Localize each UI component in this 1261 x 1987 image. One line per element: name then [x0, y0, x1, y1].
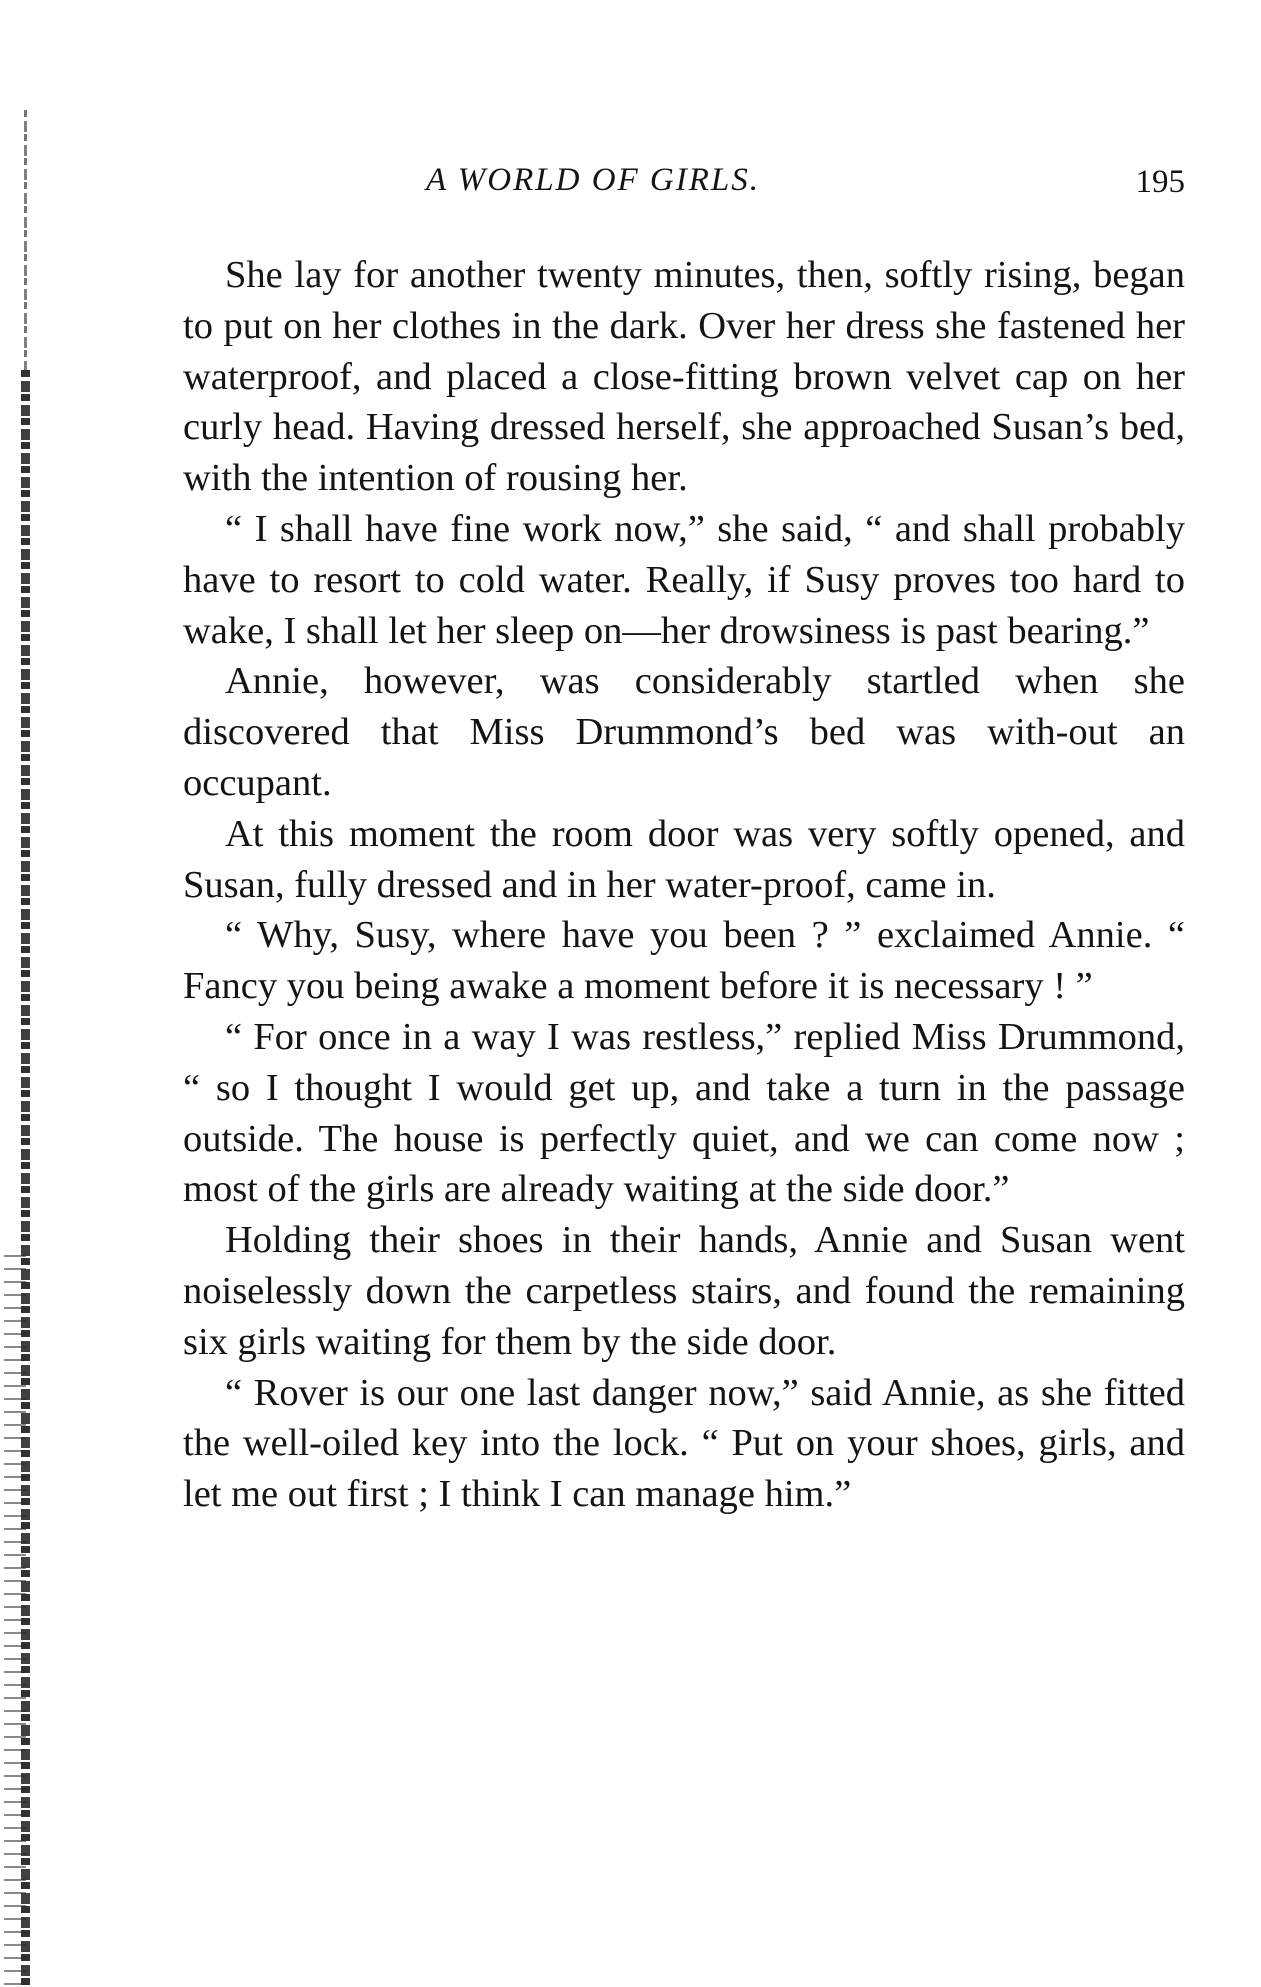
page-number: 195 [1135, 164, 1185, 200]
paragraph: “ For once in a way I was restless,” replied Miss Drummond, “ so I thought I would get up, and take a turn in the passage outside. The house is perfectly quiet, and we can come now ; most of the girls are already waiting at the side door.” [183, 1015, 1185, 1211]
book-page [183, 158, 1185, 1520]
page-header [183, 158, 1185, 206]
binding-fray [4, 1250, 26, 1987]
binding-edge-upper [24, 110, 27, 370]
paragraph: Annie, however, was considerably startled when she discovered that Miss Drummond’s bed was with-out an occupant. [183, 660, 1185, 804]
paragraph: “ Rover is our one last danger now,” said Annie, as she fitted the well-oiled key into the lock. “ Put on your shoes, girls, and let me out first ; I think I can manage him.” [183, 1371, 1185, 1516]
paragraph: She lay for another twenty minutes, then, softly rising, began to put on her clothes in the dark. Over her dress she fastened her waterproof, and placed a close-fitting brown velvet cap on her curly head. Having dressed herself, she approached Susan’s bed, with the intention of rousing her. [183, 254, 1185, 500]
paragraph: “ I shall have fine work now,” she said, “ and shall probably have to resort to cold water. Really, if Susy proves too hard to wake, I shall let her sleep on—her drowsiness is past bearing.” [183, 507, 1185, 652]
paragraph: “ Why, Susy, where have you been ? ” exclaimed Annie. “ Fancy you being awake a moment before it is necessary ! ” [183, 914, 1185, 1008]
paragraph: Holding their shoes in their hands, Annie and Susan went noiselessly down the carpetless stairs, and found the remaining six girls waiting for them by the side door. [183, 1219, 1185, 1363]
running-title: A WORLD OF GIRLS. [425, 162, 761, 198]
paragraph: At this moment the room door was very softly opened, and Susan, fully dressed and in her water-proof, came in. [183, 812, 1185, 906]
page-body [183, 250, 1185, 1520]
